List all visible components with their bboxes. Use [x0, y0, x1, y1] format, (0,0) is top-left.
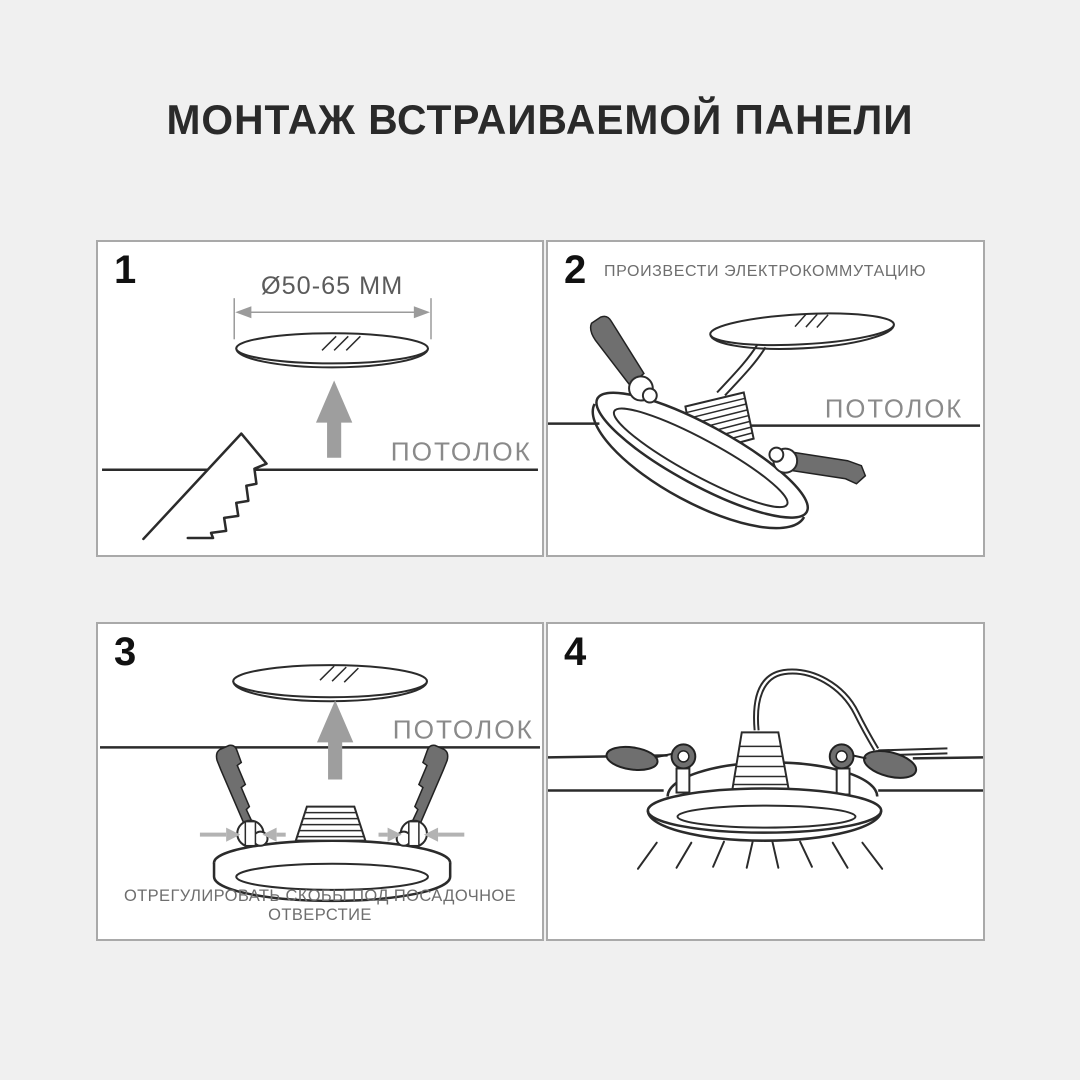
ceiling-label: ПОТОЛОК: [824, 395, 964, 424]
step-3-number: 3: [114, 630, 137, 674]
step-1-drawing: [98, 242, 542, 555]
spring-clip-left-folded: [605, 744, 695, 773]
step-4-panel: [546, 622, 985, 941]
step-1-panel: [96, 240, 544, 557]
step-2-number: 2: [564, 248, 587, 292]
step-2-drawing: [548, 242, 983, 555]
ceiling-label: ПОТОЛОК: [390, 436, 532, 467]
step-3-panel: [96, 622, 544, 941]
wires: [717, 344, 765, 395]
step-2-panel: [546, 240, 985, 557]
up-arrow: [316, 380, 352, 457]
step-1-number: 1: [114, 248, 137, 292]
dimension-arrowhead-right: [414, 306, 430, 318]
driver-box: [296, 807, 366, 841]
driver-disc: [709, 309, 894, 353]
hole-diameter-label: Ø50-65 ММ: [261, 272, 404, 301]
drywall-saw-icon: [143, 434, 266, 539]
led-panel-disc: [236, 333, 428, 367]
led-panel-disc: [233, 665, 427, 701]
page-title: МОНТАЖ ВСТРАИВАЕМОЙ ПАНЕЛИ: [166, 96, 914, 143]
spring-clip-right: [397, 745, 448, 846]
up-arrow: [317, 700, 353, 779]
step-3-caption: ОТРЕГУЛИРОВАТЬ СКОБЫ ПОД ПОСАДОЧНОЕ ОТВЕРСТИЕ: [123, 887, 517, 924]
light-rays: [638, 842, 882, 869]
spring-clip-left: [591, 316, 657, 402]
step-4-drawing: [548, 624, 983, 939]
clip-post-left: [677, 768, 690, 792]
clip-post-right: [837, 768, 850, 794]
step-4-number: 4: [564, 630, 587, 674]
driver-box: [732, 732, 789, 792]
spring-clip-left: [216, 745, 267, 846]
panel-flange: [648, 789, 881, 841]
step-2-instruction: ПРОИЗВЕСТИ ЭЛЕКТРОКОММУТАЦИЮ: [604, 263, 927, 280]
dimension-arrowhead-left: [235, 306, 251, 318]
wire: [754, 670, 947, 756]
ceiling-label: ПОТОЛОК: [392, 714, 534, 745]
